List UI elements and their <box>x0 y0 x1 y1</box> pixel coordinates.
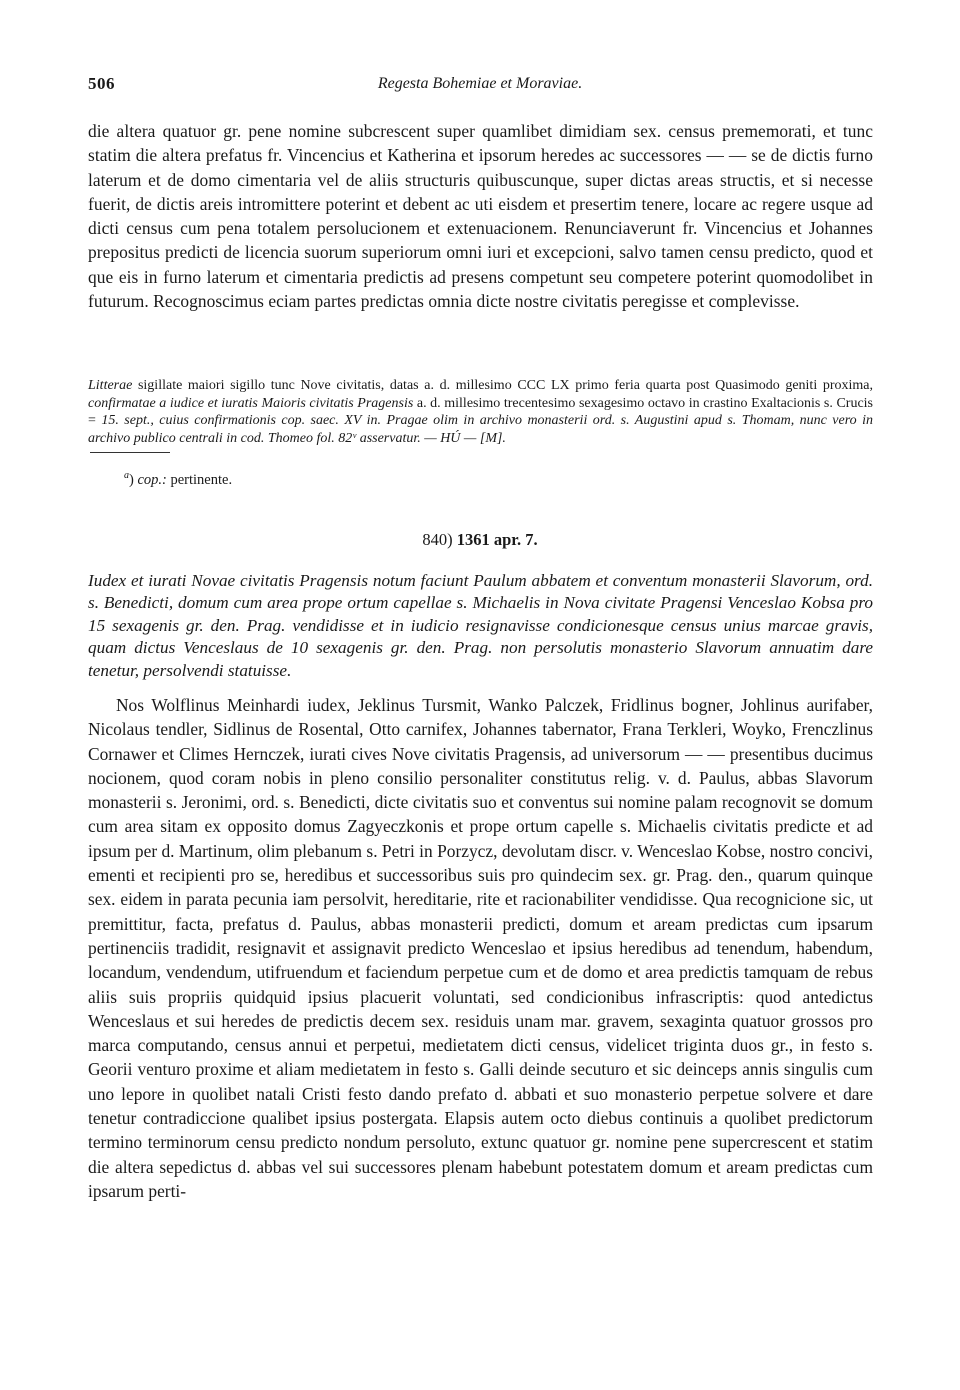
charter-text: Nos Wolflinus Meinhardi iudex, Jeklinus Tursmit, Wanko Palczek, Fridlinus bogner, Johlinus aurifaber, Nicolaus tendler, Sidlinus de Rosental, Otto carnifex, Johannes tabernator, Frana Terkleri, Woyko, Frenczlinus Cornawer et Climes Hernczek, iurati cives Nove civitatis Pragensis, ad universorum — — presentibus ducimus nocionem, quod coram nobis in pleno consilio personaliter constitutus relig. v. d. Paulus, abbas Slavorum monasterii s. Jeronimi, ord. s. Benedicti, dicte civitatis suo et conventus sui nomine palam recognovit se domum cum area sitam ex opposito domus Zagyeczkonis et prope ortum capelle s. Michaelis civitatis predicte et ad ipsum per d. Martinum, olim plebanum s. Petri in Porzycz, devolutam discr. v. Wenceslao Kobse, nostro concivi, ementi et recipienti pro se, heredibus et successoribus suis pro quindecim sex. gr. Prag. den., quarum quinque sex. eidem in parata pecunia iam persolvit, hereditarie, rite et racionabiliter vendidisse. Qua recognicione sic, ut premittitur, facta, prefatus d. Paulus, abbas monasterii predicti, domum et aream predictas cum ipsarum pertinenciis tradidit, resignavit et assignavit predicto Wenceslao et ipsius heredibus ad tenendum, habendum, locandum, vendendum, utifruendum et faciendum perpetue cum et de domo et area predictis tamquam de rebus aliis suis propriis quidquid ipsius placuerit voluntati, sed condicionibus infrascriptis: quod antedictus Wenceslaus et sui heredes de predictis decem sex. residuis unam mar. gravem, sexaginta quatuor grossos pro marca computando, census annui et perpetui, medietatem dicti census, videlicet triginta duos gr., in festo s. Georii venturo proxime et aliam medietatem in festo s. Galli deinde secuturo et sic deinceps annis singulis cum uno lepore in quolibet natali Cristi festo dando prefato d. abbati et suo monasterio perpetue solvere et dare tenetur contradiccione qualibet ipsius postergata. Elapsis autem octo diebus continuis a quolibet predictorum termino terminorum censu predicto nondum persoluto, extunc quatuor gr. nomine pene supercrescent et statim die altera sepedictus d. abbas vel sui successores plenam habebunt potestatem domum et aream predictas cum ipsarum perti- <box>88 695 873 1201</box>
continuation-paragraph: die altera quatuor gr. pene nomine subcrescent super quamlibet dimidiam sex. census prememorati, et tunc statim die altera prefatus fr. Vincencius et Katherina et ipsorum heredes ac successores — — se de dictis furno laterum et de domo cimentaria vel de aliis structuris quibuscunque, super dictas areas structis, et si necesse fuerit, de dictis areis intromittere poterint et debent ac uti eisdem et presertim tenere, locare ac regere usque ad dicti census cum pena totalem persolucionem et extenuacionem. Renunciaverunt fr. Vincencius et Johannes prepositus predicti de licencia suorum superiorum omni iuri et excepcioni, salvo tamen censu predicto, quod et que eis in furno laterum et cimentaria predictis ad presens competunt seu competere poterint quomodolibet in futurum. Recognoscimus eciam partes predictas omnia dicte nostre civitatis peregisse et complevisse. <box>88 121 873 312</box>
note-part-4: a. d. millesimo trecentesimo sexagesimo octavo in crastino Exaltacionis s. Crucis = <box>88 395 874 429</box>
regest-summary: Iudex et iurati Novae civitatis Pragensis notum faciunt Paulum abbatem et conventum monasterii Slavorum, ord. s. Benedicti, domum cum area prope ortum capellae s. Michaelis in Nova civitate Pragensi Venceslao Kobsa pro 15 sexagenis gr. den. Prag. vendidisse et in iudicio resignavisse condicionesque census unius marcae gravis, quam dictus Venceslaus de 10 sexagenis gr. den. Prag. non persolutis monasterio Slavorum annuatim dare tenetur, persolvendi statuisse. <box>88 571 873 680</box>
footnote-marker-close: ) <box>129 471 134 488</box>
page-number: 506 <box>88 74 115 93</box>
footnote-label: cop.: <box>137 471 167 488</box>
page-header <box>88 74 872 100</box>
note-part-5: 15. sept., cuius confirmationis cop. saec. XV in. Pragae olim in archivo monasterii ord. s. Augustini apud s. Thomam, nunc vero in archivo publico centrali in cod. Thomeo fol. 82ᵛ asservatur. — HÚ — [M]. <box>88 413 873 446</box>
note-part-2: sigillate maiori sigillo tunc Nove civitatis, datas a. d. millesimo CCC LX primo feria quarta post Quasimodo geniti proxima, <box>132 378 873 393</box>
note-part-3: confirmatae a iudice et iuratis Maioris civitatis Pragensis <box>88 395 414 411</box>
footnote-text: pertinente. <box>166 471 233 488</box>
document-date: 1361 apr. 7. <box>456 530 538 549</box>
footnote-divider <box>90 452 170 453</box>
document-heading <box>0 530 960 550</box>
archival-note <box>88 377 873 447</box>
footnote-marker: a <box>124 470 129 481</box>
running-title: Regesta Bohemiae et Moraviae. <box>377 75 583 92</box>
footnote <box>124 470 232 489</box>
document-number: 840) <box>422 530 453 549</box>
note-part-1: Litterae <box>88 378 133 393</box>
